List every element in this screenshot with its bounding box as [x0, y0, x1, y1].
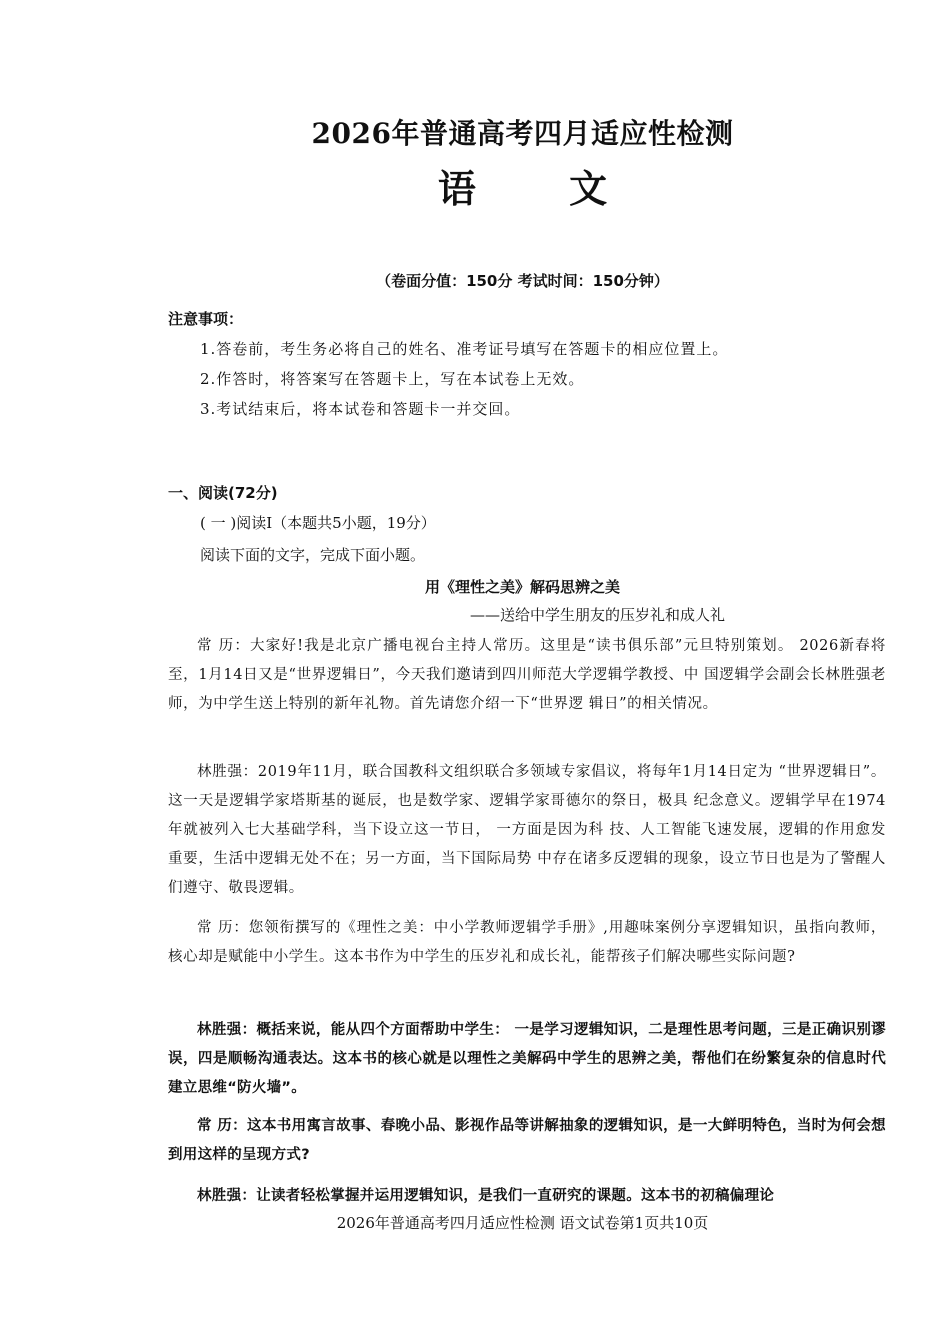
part-heading: ( 一 )阅读Ⅰ（本题共5小题，19分） [200, 514, 436, 532]
section-heading: 一、阅读(72分) [168, 484, 278, 502]
dialogue-paragraph: 常 历：您领衔撰写的《理性之美：中小学教师逻辑学手册》,用趣味案例分享逻辑知识，虽指向教师，核心却是赋能中小学生。这本书作为中学生的压岁礼和成长礼，能帮孩子们解决哪些实际问题? [168, 920, 886, 965]
article-title: 用《理性之美》解码思辨之美 [424, 578, 620, 596]
page-footer: 2026年普通高考四月适应性检测 语文试卷第1页共10页 [336, 1214, 709, 1232]
notice-item: 3.考试结束后，将本试卷和答题卡一并交回。 [200, 400, 521, 418]
notice-item: 2.作答时，将答案写在答题卡上，写在本试卷上无效。 [200, 370, 585, 388]
dialogue-paragraph: 常 历：这本书用寓言故事、春晚小品、影视作品等讲解抽象的逻辑知识，是一大鲜明特色，当时为何会想到用这样的呈现方式? [168, 1118, 886, 1163]
instruction: 阅读下面的文字，完成下面小题。 [200, 546, 426, 564]
notice-item: 1.答卷前，考生务必将自己的姓名、准考证号填写在答题卡的相应位置上。 [200, 340, 729, 358]
dialogue-paragraph: 林胜强：概括来说，能从四个方面帮助中学生： 一是学习逻辑知识，二是理性思考问题，三是正确识别谬误，四是顺畅沟通表达。这本书的核心就是以理性之美解码中学生的思辨之美，帮他们在纷繁复杂的信息时代建立思维“防火墙”。 [168, 1022, 886, 1096]
dialogue-paragraph: 常 历：大家好!我是北京广播电视台主持人常历。这里是“读书俱乐部”元旦特别策划。 2026新春将至，1月14日又是“世界逻辑日”，今天我们邀请到四川师范大学逻辑学教授、中 国逻辑学会副会长林胜强老师，为中学生送上特别的新年礼物。首先请您介绍一下“世界逻 辑日”的相关情况。 [168, 638, 886, 712]
notice-heading: 注意事项： [168, 310, 244, 328]
exam-title: 2026年普通高考四月适应性检测 [311, 117, 734, 150]
score-info: （卷面分值：150分 考试时间：150分钟） [376, 272, 669, 290]
article-subtitle: ——送给中学生朋友的压岁礼和成人礼 [470, 606, 726, 624]
dialogue-paragraph: 林胜强：2019年11月，联合国教科文组织联合多领域专家倡议，将每年1月14日定为 “世界逻辑日”。这一天是逻辑学家塔斯基的诞辰，也是数学家、逻辑学家哥德尔的祭日，极具 纪念意义。逻辑学早在1974年就被列入七大基础学科，当下设立这一节日， 一方面是因为科 技、人工智能飞速发展，逻辑的作用愈发重要，生活中逻辑无处不在；另一方面，当下国际局势 中存在诸多反逻辑的现象，设立节日也是为了警醒人们遵守、敬畏逻辑。 [168, 764, 886, 896]
subject-title: 语 文 [437, 166, 648, 211]
dialogue-paragraph: 林胜强：让读者轻松掌握并运用逻辑知识，是我们一直研究的课题。这本书的初稿偏理论 [197, 1188, 775, 1204]
